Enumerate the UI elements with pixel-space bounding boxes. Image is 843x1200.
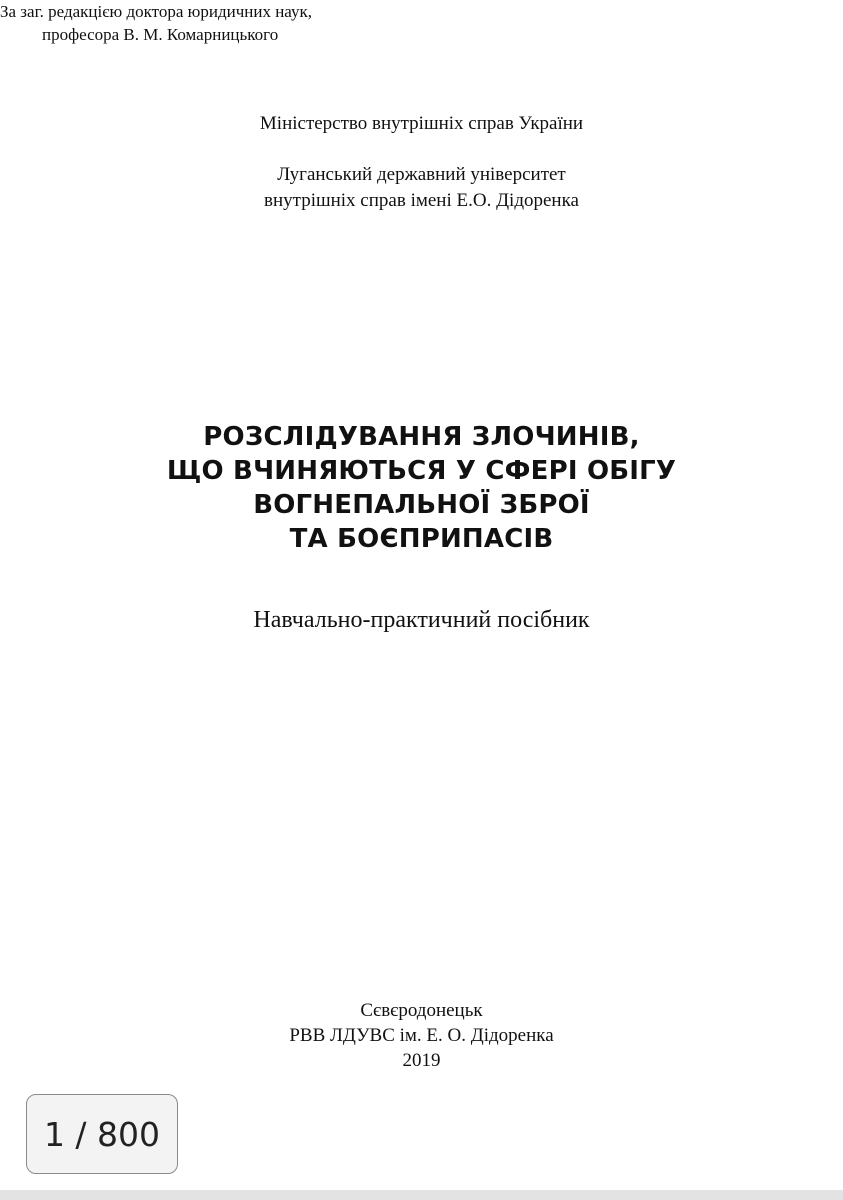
editor-line-2: професора В. М. Комарницького — [42, 25, 279, 44]
imprint-publisher: РВВ ЛДУВС ім. Е. О. Дідоренка — [289, 1025, 554, 1046]
imprint-year: 2019 — [402, 1050, 441, 1071]
document-title — [0, 420, 843, 556]
title-line-2: ЩО ВЧИНЯЮТЬСЯ У СФЕРІ ОБІГУ — [166, 456, 677, 486]
subtitle-line: Навчально-практичний посібник — [253, 607, 590, 633]
document-subtitle — [0, 605, 843, 635]
page-separator: / — [64, 1114, 98, 1154]
bottom-scroll-bar[interactable] — [0, 1190, 843, 1200]
ministry-line: Міністерство внутрішніх справ України — [259, 113, 584, 134]
title-line-1: РОЗСЛІДУВАННЯ ЗЛОЧИНІВ, — [203, 422, 640, 452]
page-counter[interactable] — [26, 1094, 178, 1174]
editor-line-1: За заг. редакцією доктора юридичних наук, — [0, 2, 312, 21]
publisher-imprint — [0, 998, 843, 1073]
university-line-2: внутрішніх справ імені Е.О. Дідоренка — [264, 190, 579, 211]
imprint-city: Сєвєродонецьк — [360, 1000, 483, 1021]
ministry-name — [0, 112, 843, 136]
title-line-4: ТА БОЄПРИПАСІВ — [289, 524, 554, 554]
university-line-1: Луганський державний університет — [277, 164, 566, 185]
total-page-count: 800 — [97, 1114, 161, 1154]
title-line-3: ВОГНЕПАЛЬНОЇ ЗБРОЇ — [253, 490, 590, 520]
editor-credit — [0, 0, 420, 46]
university-name — [0, 162, 843, 214]
current-page-number: 1 — [43, 1114, 65, 1154]
